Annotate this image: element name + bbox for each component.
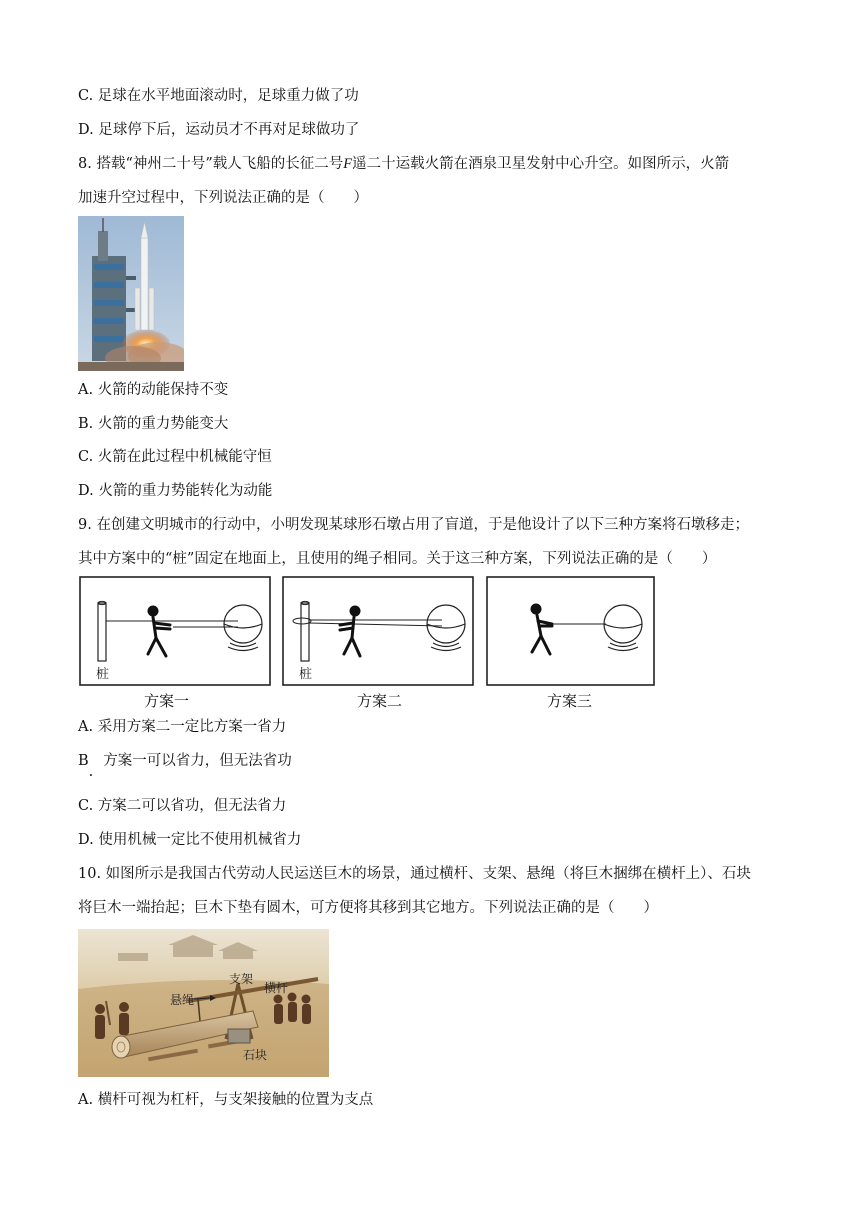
q9-option-b-dot: .: [88, 764, 94, 780]
scheme-three-drawing: [531, 604, 643, 655]
log-transport-illustration: [78, 929, 329, 1077]
scheme-three-caption: 方案三: [547, 692, 593, 710]
pile-post: [98, 603, 106, 661]
stone-ball: [604, 605, 642, 651]
q7-option-c: C. 足球在水平地面滚动时，足球重力做了功: [78, 88, 359, 104]
q9-option-b-letter: B: [78, 753, 89, 769]
three-schemes-figure: [78, 576, 658, 688]
scheme-two-pile-label: 桩: [299, 667, 313, 682]
q10-option-a: A. 横杆可视为杠杆，与支架接触的位置为支点: [78, 1092, 374, 1108]
person-pulling: [531, 604, 553, 655]
q8-stem-line1: [78, 154, 729, 174]
scheme-three-frame: [487, 577, 654, 685]
rocket-launch-photo: [78, 216, 184, 371]
q9-option-b-text: 方案一可以省力，但无法省功: [103, 753, 292, 769]
workers-right: [274, 993, 312, 1025]
q7-option-d: D. 足球停下后，运动员才不再对足球做功了: [78, 122, 360, 138]
q8-option-d: D. 火箭的重力势能转化为动能: [78, 483, 273, 499]
stone-ball: [224, 605, 262, 651]
q8-option-c: C. 火箭在此过程中机械能守恒: [78, 449, 272, 465]
q8-rocket-letter: F: [343, 156, 353, 172]
label-stone: 石块: [243, 1048, 268, 1062]
q8-option-a: A. 火箭的动能保持不变: [78, 382, 229, 398]
label-lever: 横杆: [264, 981, 289, 995]
q10-stem-line1: 10. 如图所示是我国古代劳动人民运送巨木的场景，通过横杆、支架、悬绳（将巨木捆绑在横杆上）、石块: [78, 866, 751, 882]
q8-stem-part1: 8. 搭载“神州二十号”载人飞船的长征二号: [78, 156, 344, 172]
q9-option-c: C. 方案二可以省功，但无法省力: [78, 798, 287, 814]
scheme-two-drawing: [293, 601, 465, 661]
q9-option-a: A. 采用方案二一定比方案一省力: [78, 719, 287, 735]
scheme-one-drawing: [98, 601, 262, 661]
q9-stem-line2: 其中方案中的“桩”固定在地面上，且使用的绳子相同。关于这三种方案，下列说法正确的是（ ）: [78, 551, 717, 567]
q9-option-d: D. 使用机械一定比不使用机械省力: [78, 832, 302, 848]
q8-stem-part2: 遥二十运载火箭在酒泉卫星发射中心升空。如图所示，火箭: [352, 156, 730, 172]
scheme-one-pile-label: 桩: [96, 667, 110, 682]
stone-block: [228, 1029, 250, 1043]
person-pulling: [340, 606, 361, 657]
person-pulling: [148, 606, 171, 657]
label-support: 支架: [229, 972, 254, 986]
scheme-two-caption: 方案二: [357, 692, 403, 710]
label-rope: 悬绳: [170, 993, 195, 1007]
scheme-one-caption: 方案一: [144, 692, 190, 710]
q9-stem-line1: 9. 在创建文明城市的行动中，小明发现某球形石墩占用了盲道，于是他设计了以下三种方案将石墩移走；: [78, 517, 749, 533]
stone-ball: [427, 605, 465, 651]
pile-post: [301, 603, 309, 661]
q8-option-b: B. 火箭的重力势能变大: [78, 416, 229, 432]
q8-stem-line2: 加速升空过程中，下列说法正确的是（ ）: [78, 190, 368, 206]
q10-stem-line2: 将巨木一端抬起；巨木下垫有圆木，可方便将其移到其它地方。下列说法正确的是（ ）: [78, 900, 658, 916]
q9-option-b: [78, 751, 292, 780]
